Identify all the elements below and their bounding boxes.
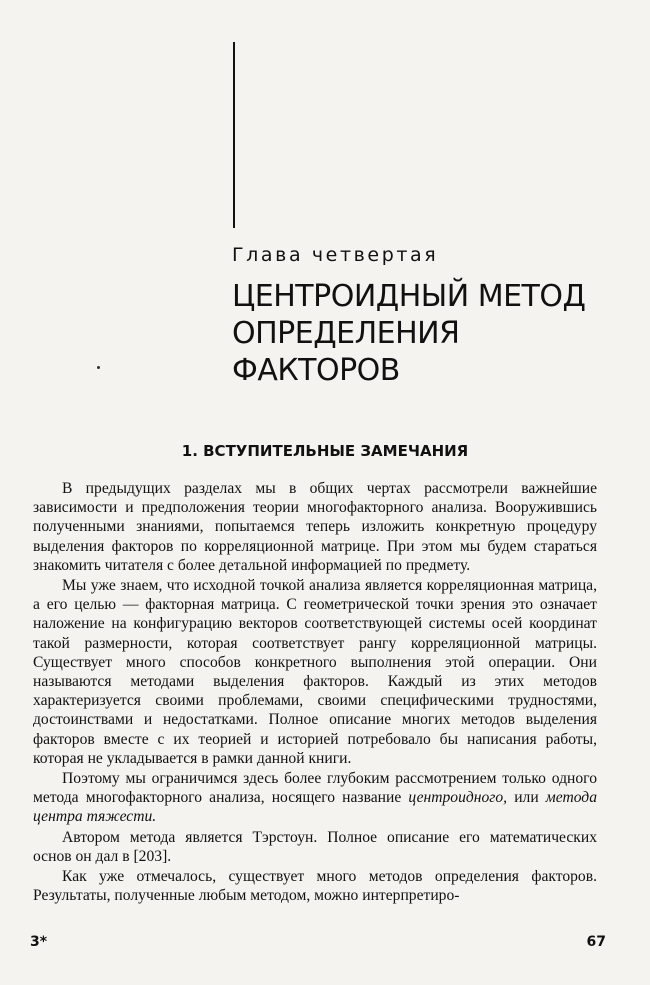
chapter-vertical-rule (233, 42, 235, 228)
chapter-title-line-3: ФАКТОРОВ (232, 353, 400, 388)
paragraph-5: Как уже отмечалось, существует много методов определения факторов. Результаты, полученные любым методом, можно интерпретиро- (33, 868, 597, 905)
section-title: 1. ВСТУПИТЕЛЬНЫЕ ЗАМЕЧАНИЯ (181, 442, 469, 460)
paragraph-3-connector: или (507, 789, 546, 807)
paragraph-1: В предыдущих разделах мы в общих чертах рассмотрели важнейшие зависимости и предположения теории многофакторного анализа. Вооружившись полученными знаниями, попытаемся теперь изложить конкретную процедуру выделения факторов по корреляционной матрице. При этом мы будем стараться знакомить читателя с более детальной информацией по предмету. (33, 480, 597, 574)
body-text (33, 479, 597, 906)
chapter-title-line-2: ОПРЕДЕЛЕНИЯ (232, 316, 460, 351)
paragraph-4: Автором метода является Тэрстоун. Полное описание его математических основ он дал в [203]. (33, 828, 597, 865)
paragraph-3-italic-gravity: метода центра тяжести. (33, 789, 597, 826)
chapter-title (232, 278, 632, 389)
page-number: 67 (586, 934, 606, 950)
paragraph-3-text: Поэтому мы ограничимся здесь более глубоким рассмотрением только одного метода многофакторного анализа, носящего название (33, 770, 597, 807)
print-speck (97, 366, 100, 369)
paragraph-2: Мы уже знаем, что исходной точкой анализа является корреляционная матрица, а его целью — факторная матрица. С геометрической точки зрения это означает наложение на конфигурацию векторов соответствующей системы осей координат такой размерности, которая соответствует рангу корреляционной матрицы. Существует много способов конкретного выполнения этой операции. Они называются методами выделения факторов. Каждый из этих методов характеризуется своими проблемами, своими специфическими трудностями, достоинствами и недостатками. Полное описание многих методов выделения факторов вместе с их теорией и историей потребовало бы написания работы, которая не укладывается в рамки данной книги. (33, 577, 597, 767)
paragraph-3 (33, 769, 597, 827)
paragraph-3-italic-centroid: центроидного, (408, 789, 508, 807)
signature-mark: 3* (30, 934, 48, 950)
chapter-label: Глава четвертая (232, 244, 439, 266)
chapter-title-line-1: ЦЕНТРОИДНЫЙ МЕТОД (232, 279, 586, 314)
